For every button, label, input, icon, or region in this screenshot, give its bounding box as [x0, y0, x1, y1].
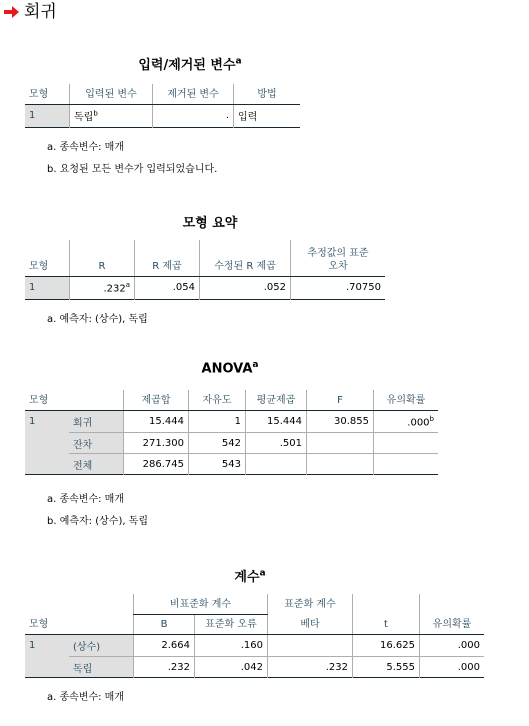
col-entered: 입력된 변수: [70, 84, 153, 104]
model-summary-title: 모형 요약: [182, 216, 238, 231]
model-summary-table: 모형 R R 제곱 수정된 R 제곱 추정값의 표준 오차 1 .232$^a$ .054 .052 .70750: [25, 240, 385, 300]
table-row: 잔차 271.300 542 .501: [25, 433, 438, 454]
footnote: b. 예측자: (상수), 독립: [47, 516, 149, 527]
footnote: a. 종속변수: 매개: [47, 142, 124, 153]
coefficients-table: 비표준화 계수 표준화 계수 모형 B 표준화 오류 베타 t 유의확률 1 (상수) 2.664 .160 16.625 .000 독립 .232 .042 .232 5.555 .000: [25, 594, 484, 678]
coefficients-title: 계수$^a$: [234, 568, 266, 585]
entered-removed-title: 입력/제거된 변수$^a$: [138, 56, 242, 73]
table-row: 1 (상수) 2.664 .160 16.625 .000: [25, 634, 484, 657]
col-method: 방법: [234, 84, 301, 104]
table-row: 1 독립$^b$ . 입력: [25, 104, 300, 127]
table-row: 독립 .232 .042 .232 5.555 .000: [25, 657, 484, 678]
footnote: b. 요청된 모든 변수가 입력되었습니다.: [47, 164, 218, 175]
footnote: a. 종속변수: 매개: [47, 494, 124, 505]
col-model: 모형: [25, 84, 70, 104]
anova-table: 모형 제곱합 자유도 평균제곱 F 유의확률 1 회귀 15.444 1 15.444 30.855 .000$^b$ 잔차 271.300 542 .501 전체 286.745 543: [25, 390, 438, 475]
entered-removed-table: [25, 84, 300, 128]
output-title: 회귀: [24, 2, 57, 22]
footnote: a. 예측자: (상수), 독립: [47, 314, 148, 325]
table-row: 1 .232$^a$ .054 .052 .70750: [25, 276, 385, 299]
anova-title: ANOVA$^a$: [201, 360, 259, 377]
table-row: 1 회귀 15.444 1 15.444 30.855 .000$^b$: [25, 410, 438, 433]
col-removed: 제거된 변수: [153, 84, 234, 104]
red-arrow-icon: [4, 5, 20, 19]
output-heading: [4, 2, 57, 22]
table-row: 전체 286.745 543: [25, 454, 438, 475]
footnote: a. 종속변수: 매개: [47, 692, 124, 703]
